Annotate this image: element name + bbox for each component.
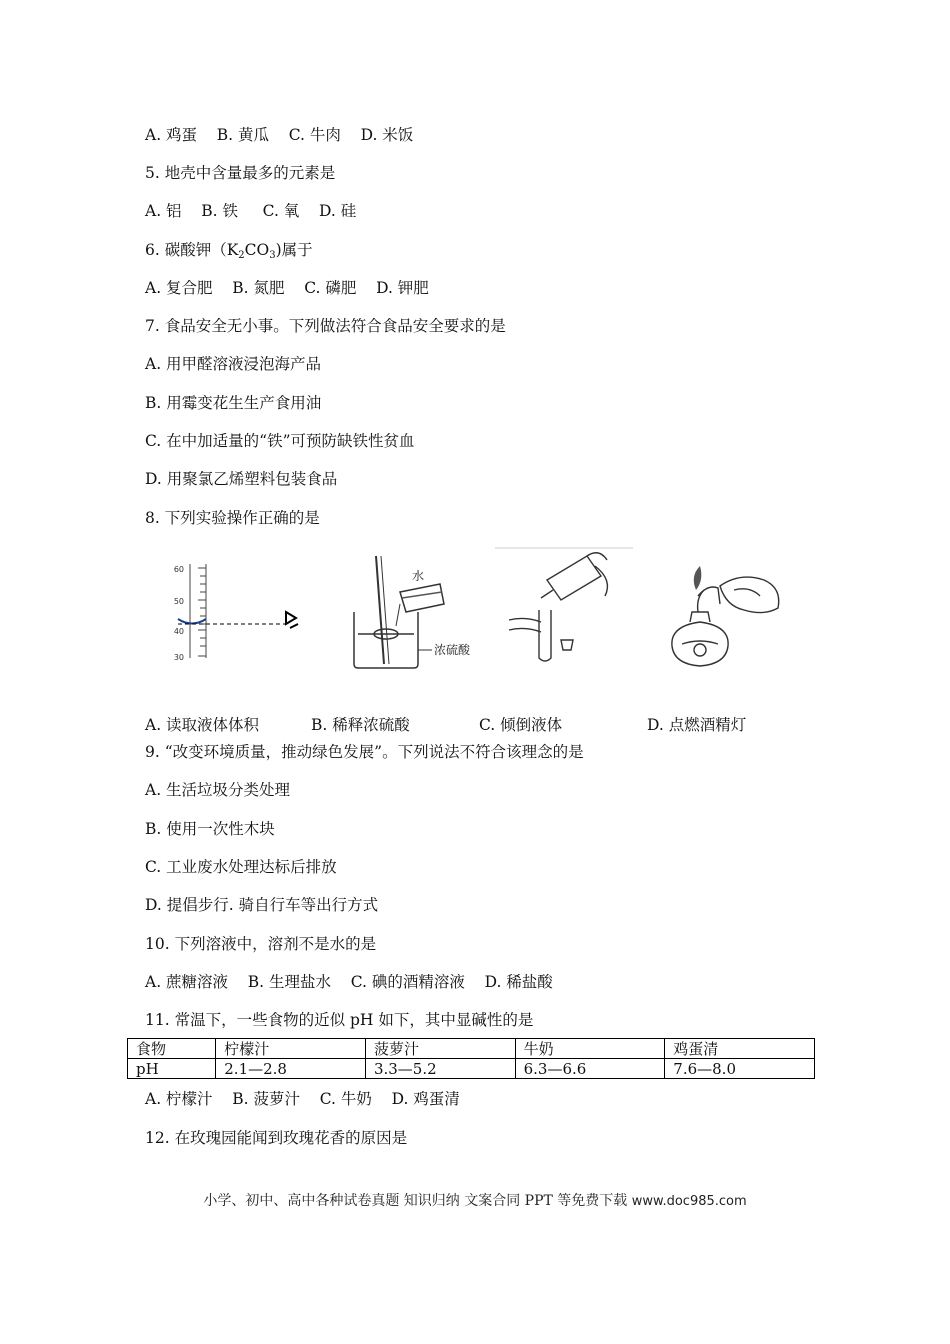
q6-stem	[145, 240, 313, 260]
ph-table	[127, 1038, 815, 1079]
q10-options: A. 蔗糖溶液 B. 生理盐水 C. 碘的酒精溶液 D. 稀盐酸	[145, 973, 553, 991]
table-cell: 7.6—8.0	[665, 1059, 815, 1079]
table-header-cell: 食物	[128, 1039, 216, 1059]
caption-b: B. 稀释浓硫酸	[311, 716, 410, 734]
table-header-cell: 菠萝汁	[365, 1039, 515, 1059]
q9-option-c: C. 工业废水处理达标后排放	[145, 858, 337, 876]
q9-stem: 9. “改变环境质量，推动绿色发展”。下列说法不符合该理念的是	[145, 743, 584, 761]
q7-option-b: B. 用霉变花生生产食用油	[145, 394, 322, 412]
table-row	[128, 1059, 815, 1079]
table-header-cell: 鸡蛋清	[665, 1039, 815, 1059]
label-concentrated-acid: 浓硫酸	[434, 643, 471, 657]
q8-captions	[145, 713, 845, 735]
q7-stem: 7. 食品安全无小事。下列做法符合食品安全要求的是	[145, 317, 506, 335]
page-footer	[0, 1190, 950, 1210]
figure-b-diluting-acid	[340, 546, 480, 676]
table-header-cell: 柠檬汁	[216, 1039, 366, 1059]
caption-d: D. 点燃酒精灯	[647, 716, 747, 734]
tick-60: 60	[173, 565, 184, 574]
q11-options: A. 柠檬汁 B. 菠萝汁 C. 牛奶 D. 鸡蛋清	[145, 1090, 460, 1108]
tick-30: 30	[173, 653, 184, 662]
q5-stem: 5. 地壳中含量最多的元素是	[145, 164, 336, 182]
q4-options: A. 鸡蛋 B. 黄瓜 C. 牛肉 D. 米饭	[145, 126, 414, 144]
q6-stem-post: )属于	[275, 241, 313, 259]
q9-option-a: A. 生活垃圾分类处理	[145, 781, 291, 799]
footer-url[interactable]: www.doc985.com	[631, 1194, 747, 1209]
q6-stem-mid: CO	[244, 241, 270, 259]
table-header-row	[128, 1039, 815, 1059]
q11-stem: 11. 常温下，一些食物的近似 pH 如下，其中显碱性的是	[145, 1011, 534, 1029]
q9-option-b: B. 使用一次性木块	[145, 820, 275, 838]
footer-text: 小学、初中、高中各种试卷真题 知识归纳 文案合同 PPT 等免费下载	[203, 1193, 632, 1209]
q12-stem: 12. 在玫瑰园能闻到玫瑰花香的原因是	[145, 1129, 408, 1147]
q9-option-d: D. 提倡步行. 骑自行车等出行方式	[145, 896, 379, 914]
caption-a: A. 读取液体体积	[145, 716, 260, 734]
figure-a-cylinder-reading	[160, 546, 310, 676]
table-cell: 2.1—2.8	[216, 1059, 366, 1079]
figure-d-alcohol-lamp	[660, 546, 800, 676]
q7-option-a: A. 用甲醛溶液浸泡海产品	[145, 355, 322, 373]
q8-stem: 8. 下列实验操作正确的是	[145, 509, 320, 527]
q10-stem: 10. 下列溶液中，溶剂不是水的是	[145, 935, 377, 953]
tick-50: 50	[173, 597, 184, 606]
table-header-cell: 牛奶	[515, 1039, 665, 1059]
q8-figures	[160, 546, 800, 676]
q6-sub2: 3	[269, 250, 276, 261]
q7-option-c: C. 在中加适量的“铁”可预防缺铁性贫血	[145, 432, 415, 450]
caption-c: C. 倾倒液体	[479, 716, 563, 734]
table-cell: 3.3—5.2	[365, 1059, 515, 1079]
q6-sub1: 2	[238, 250, 245, 261]
q5-options: A. 铝 B. 铁 C. 氧 D. 硅	[145, 202, 357, 220]
q7-option-d: D. 用聚氯乙烯塑料包装食品	[145, 470, 338, 488]
table-cell: pH	[128, 1059, 216, 1079]
figure-c-pouring-liquid	[495, 546, 635, 676]
q6-stem-pre: 6. 碳酸钾（K	[145, 241, 239, 259]
table-cell: 6.3—6.6	[515, 1059, 665, 1079]
q6-options: A. 复合肥 B. 氮肥 C. 磷肥 D. 钾肥	[145, 279, 429, 297]
tick-40: 40	[173, 627, 184, 636]
label-water: 水	[412, 569, 425, 583]
